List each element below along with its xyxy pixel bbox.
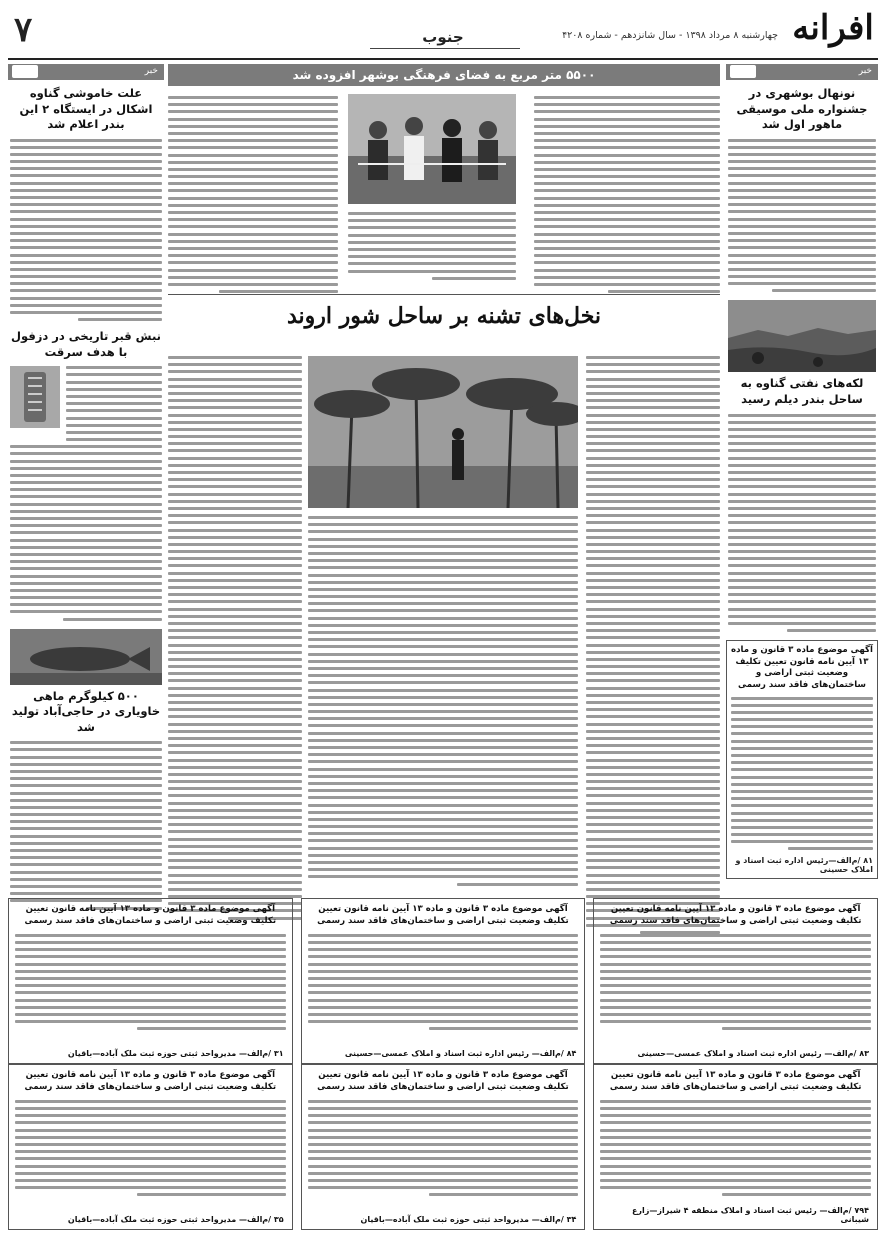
logo-text: افرانه — [792, 8, 874, 48]
article-body — [726, 139, 878, 293]
column-tag-icon — [12, 65, 38, 78]
article-body — [8, 741, 164, 909]
notice-title: آگهی موضوع ماده ۳ قانون و ماده ۱۳ آیین نامه قانون تعیین تکلیف وضعیت ثبتی اراضی و ساختمان‌های فاقد سند رسمی — [731, 645, 873, 690]
article-body — [8, 139, 164, 322]
headline-grave-theft: نبش قبر تاریخی در دزفول با هدف سرقت — [11, 329, 161, 359]
article-body — [308, 516, 578, 886]
notice-footer: ۳۵ /م‌الف— مدیرواحد ثبتی حوزه ثبت ملک آباده—باقیان — [67, 1215, 284, 1224]
section-name: جنوب — [422, 28, 464, 46]
notice-body — [600, 934, 871, 1030]
photo-scene-icon — [728, 300, 876, 372]
legal-notice — [8, 1064, 293, 1230]
article-body — [168, 96, 338, 293]
notice-body — [15, 934, 286, 1030]
notice-title: آگهی موضوع ماده ۳ قانون و ماده ۱۳ آیین نامه قانون تعیین تکلیف وضعیت ثبتی اراضی و ساختمان‌های فاقد سند رسمی — [609, 904, 862, 927]
photo-palms-icon — [308, 356, 578, 508]
article-body — [168, 356, 302, 920]
photo-oil-spill — [728, 300, 876, 372]
notice-title: آگهی موضوع ماده ۳ قانون و ماده ۱۳ آیین نامه قانون تعیین تکلیف وضعیت ثبتی اراضی و ساختمان‌های فاقد سند رسمی — [317, 1070, 569, 1093]
notice-footer: ۸۴ /م‌الف— رئیس اداره ثبت اسناد و املاک عمسی—حسینی — [344, 1049, 577, 1058]
article-body — [534, 96, 720, 293]
notice-box — [726, 640, 878, 879]
top-story-headline: ۵۵۰۰ متر مربع به فضای فرهنگی بوشهر افزوده شد — [168, 64, 720, 86]
legal-notice — [8, 898, 293, 1064]
article-body — [586, 356, 720, 934]
notice-title: آگهی موضوع ماده ۳ قانون و ماده ۱۳ آیین نامه قانون تعیین تکلیف وضعیت ثبتی اراضی و ساختمان‌های فاقد سند رسمی — [317, 904, 569, 927]
notice-body — [15, 1100, 286, 1196]
headline-blackout: علت خاموشی گناوه اشکال در ایستگاه ۲ این بندر اعلام شد — [19, 86, 153, 132]
photo-palms — [308, 356, 578, 508]
ads-row-1 — [8, 898, 878, 1064]
photo-ceremony-icon — [348, 94, 516, 204]
headline-music: نونهال بوشهری در جشنواره ملی موسیقی ماهور اول شد — [736, 86, 868, 132]
legal-notice — [301, 1064, 586, 1230]
column-head — [8, 64, 164, 80]
photo-grave-icon — [10, 366, 60, 428]
notice-title: آگهی موضوع ماده ۳ قانون و ماده ۱۳ آیین نامه قانون تعیین تکلیف وضعیت ثبتی اراضی و ساختمان‌های فاقد سند رسمی — [24, 904, 277, 927]
left-column — [8, 64, 164, 892]
page-number: ۷ — [14, 10, 33, 50]
notice-footer: ۳۱ /م‌الف— مدیرواحد ثبتی حوزه ثبت ملک آباده—باقیان — [67, 1049, 284, 1058]
article-body — [66, 366, 162, 441]
notice-footer: ۸۱ /م‌الف—رئیس اداره ثبت اسناد و املاک حسینی — [735, 856, 873, 875]
photo-grave — [10, 366, 60, 428]
photo-fish-icon — [10, 629, 162, 685]
article-with-photo — [8, 366, 164, 441]
column-head-label: خبر — [144, 66, 158, 76]
notice-body — [308, 934, 579, 1030]
section-rule — [370, 48, 520, 56]
ads-row-2 — [8, 1064, 878, 1230]
notice-footer: ۸۳ /م‌الف— رئیس اداره ثبت اسناد و املاک عمسی—حسینی — [637, 1049, 869, 1058]
notice-body — [731, 697, 873, 851]
headline-sturgeon: ۵۰۰ کیلوگرم ماهی خاویاری در حاجی‌آباد تولید شد — [11, 688, 161, 734]
section-divider — [168, 294, 720, 295]
notice-footer: ۳۴ /م‌الف— مدیرواحد ثبتی حوزه ثبت ملک آباده—باقیان — [360, 1215, 577, 1224]
photo-sturgeon — [10, 629, 162, 685]
column-head — [726, 64, 878, 80]
notice-title: آگهی موضوع ماده ۳ قانون و ماده ۱۳ آیین نامه قانون تعیین تکلیف وضعیت ثبتی اراضی و ساختمان‌های فاقد سند رسمی — [24, 1070, 277, 1093]
top-story — [168, 92, 720, 290]
article-body — [8, 441, 164, 621]
top-rule — [8, 58, 878, 60]
right-column — [726, 64, 878, 892]
column-head-label: خبر — [858, 66, 872, 76]
legal-notice — [593, 898, 878, 1064]
notice-title: آگهی موضوع ماده ۳ قانون و ماده ۱۳ آیین نامه قانون تعیین تکلیف وضعیت ثبتی اراضی و ساختمان‌های فاقد سند رسمی — [609, 1070, 862, 1093]
main-headline: نخل‌های تشنه بر ساحل شور اروند — [286, 303, 602, 329]
notice-body — [308, 1100, 579, 1196]
middle-section — [168, 64, 720, 892]
legal-notice — [301, 898, 586, 1064]
legal-notice — [593, 1064, 878, 1230]
column-tag-icon — [730, 65, 756, 78]
headline-oil-spill: لکه‌های نفتی گناوه به ساحل بندر دیلم رسید — [740, 376, 864, 406]
notice-footer: ۷۹۴ /م‌الف— رئیس ثبت اسناد و املاک منطقه ۴ شیراز—زارع شیبانی — [631, 1206, 869, 1224]
notice-body — [600, 1100, 871, 1196]
masthead — [0, 0, 886, 62]
article-body — [726, 414, 878, 633]
photo-ceremony — [348, 94, 516, 204]
date-line: چهارشنبه ۸ مرداد ۱۳۹۸ - سال شانزدهم - شماره ۴۲۰۸ — [562, 30, 778, 41]
article-body — [348, 212, 516, 280]
